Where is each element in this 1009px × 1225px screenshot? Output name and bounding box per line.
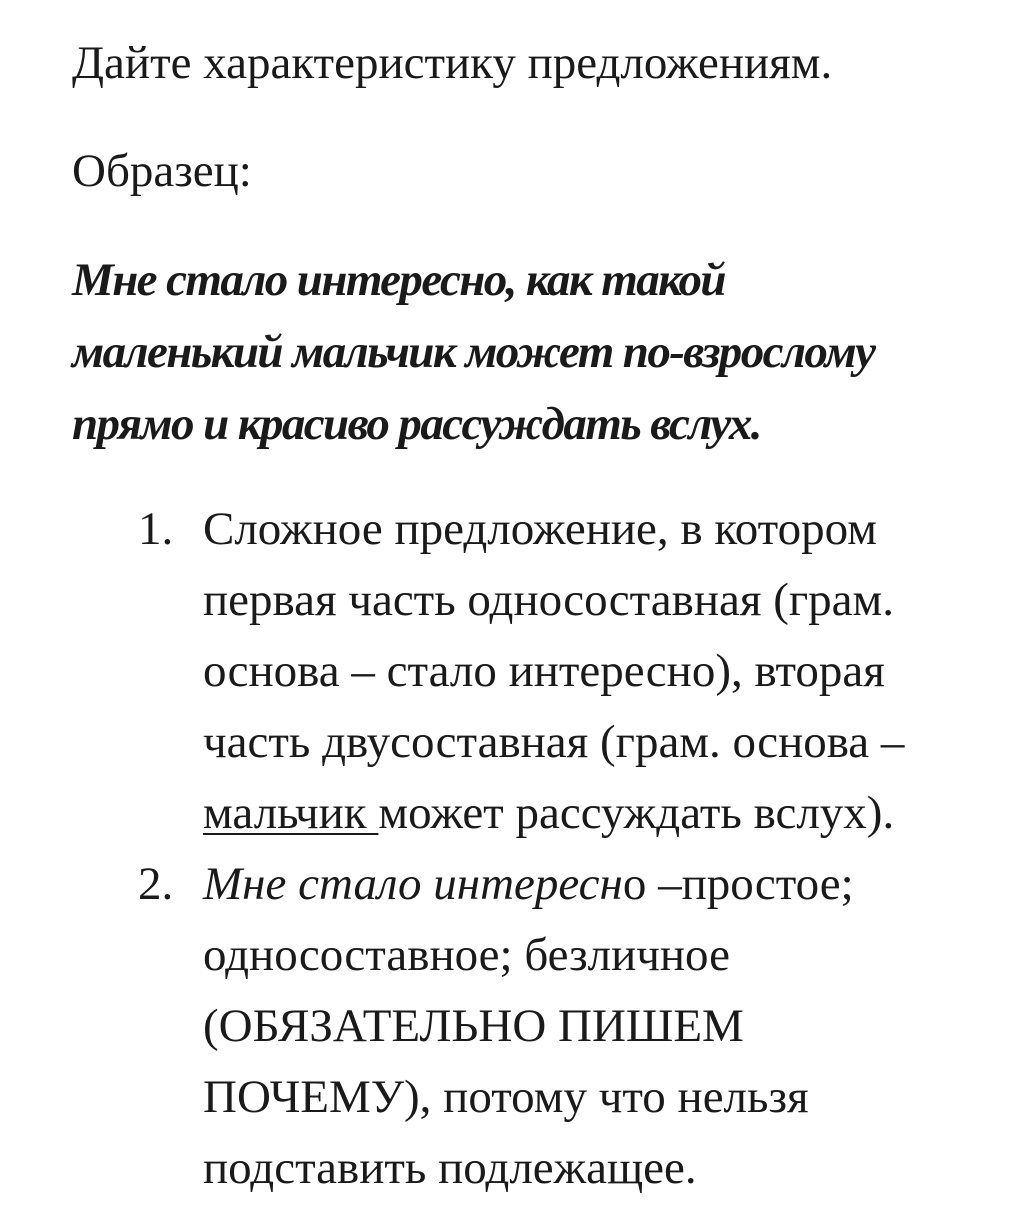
list-item-line: основа – стало интересно), вторая xyxy=(203,645,885,697)
list-item-line: Сложное предложение, в котором xyxy=(203,503,877,555)
predicate-text: может рассуждать вслух). xyxy=(378,787,895,839)
list-item-number: 1. xyxy=(138,503,174,555)
list-item-line: первая часть односоставная (грам. xyxy=(203,574,895,626)
document xyxy=(72,28,982,1204)
list-item-line: ПОЧЕМУ), потому что нельзя xyxy=(203,1071,809,1123)
list-item-line: часть двусоставная (грам. основа – xyxy=(203,716,905,768)
example-sentence xyxy=(72,244,982,460)
example-line: прямо и красиво рассуждать вслух. xyxy=(72,398,761,450)
list-item-line xyxy=(203,778,982,849)
list-item-line: (ОБЯЗАТЕЛЬНО ПИШЕМ xyxy=(203,1000,744,1052)
underlined-subject: мальчик xyxy=(203,787,379,839)
analysis-list xyxy=(72,494,982,1204)
example-line: Мне стало интересно, как такой xyxy=(72,254,725,306)
list-item-line: односоставное; безличное xyxy=(203,929,730,981)
list-item-line xyxy=(203,849,982,920)
list-item-line: подставить подлежащее. xyxy=(203,1142,697,1194)
description-text: о –простое; xyxy=(622,858,854,910)
example-line: маленький мальчик может по-взрослому xyxy=(72,326,875,378)
task-title: Дайте характеристику предложениям. xyxy=(72,37,833,89)
list-item xyxy=(72,849,982,1204)
sample-label: Образец: xyxy=(72,145,252,197)
list-item xyxy=(72,494,982,849)
italic-quote: Мне стало интересн xyxy=(203,858,623,910)
list-item-number: 2. xyxy=(138,858,174,910)
